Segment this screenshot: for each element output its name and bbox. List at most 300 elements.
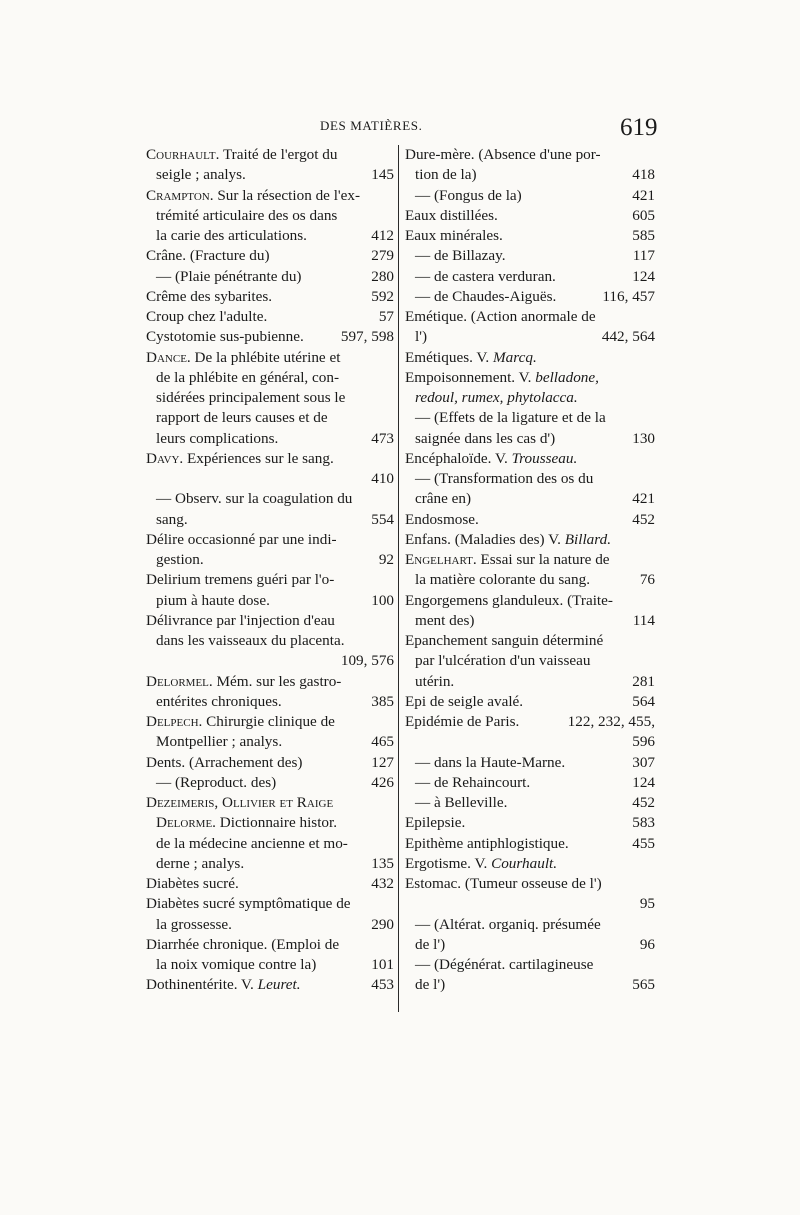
entry-label: de l') [415, 935, 446, 953]
cross-reference: Leuret. [257, 976, 301, 994]
entry-text [156, 369, 339, 386]
entry-text [415, 672, 454, 692]
index-entry-line [146, 530, 394, 550]
page-reference: 281 [632, 672, 655, 690]
page-reference: 564 [632, 692, 655, 710]
index-entry-line [405, 550, 655, 570]
page-reference: 452 [632, 794, 655, 811]
entry-text [146, 531, 337, 548]
index-entry-line [146, 469, 394, 489]
entry-label: Ergotisme. V. [405, 854, 488, 872]
entry-text [405, 692, 523, 712]
page-reference: 583 [632, 814, 655, 832]
index-entry-line [146, 894, 394, 914]
index-entry-line [405, 246, 655, 266]
cross-reference: Billard. [564, 530, 612, 548]
index-entry-line [146, 591, 394, 611]
index-entry-line [146, 570, 394, 590]
entry-text [405, 813, 465, 833]
entry-text: Delormel. Mém. sur les gastro- [146, 672, 342, 690]
index-entry-line [405, 287, 655, 307]
page-reference: 145 [371, 166, 394, 184]
entry-label: — à Belleville. [415, 794, 508, 811]
index-entry-line [405, 651, 655, 671]
page-reference: 124 [632, 267, 655, 285]
index-entry-line [146, 753, 394, 773]
entry-text [415, 935, 445, 955]
index-entry-line [405, 307, 655, 327]
entry-text [405, 875, 602, 892]
entry-label: Crâne. (Fracture du) [146, 247, 270, 265]
index-entry-line [405, 591, 655, 611]
page-reference: 114 [632, 611, 655, 629]
author-name: Crampton. [146, 186, 214, 204]
index-entry-line [146, 226, 394, 246]
index-entry-line [146, 631, 394, 651]
entry-text [146, 327, 304, 347]
entry-label: Epidémie de Paris. [405, 713, 520, 730]
cross-reference: Trousseau. [511, 449, 578, 467]
index-entry-line [405, 530, 655, 550]
index-entry-line [146, 145, 394, 165]
index-entry-line [146, 550, 394, 570]
entry-text [156, 732, 282, 752]
page-reference: 421 [632, 186, 655, 204]
entry-label: la carie des articulations. [156, 227, 307, 244]
entry-text [405, 450, 577, 467]
index-entry-line [405, 186, 655, 206]
entry-text [156, 591, 270, 611]
index-entry-line [405, 773, 655, 793]
page-reference: 122, 232, 455, [567, 713, 655, 730]
index-entry-line [405, 935, 655, 955]
index-entry-line [405, 267, 655, 287]
page-reference: 280 [371, 267, 394, 285]
index-entry-line [146, 692, 394, 712]
index-entry-line [146, 287, 394, 307]
index-entry-line [146, 206, 394, 226]
page-reference: 116, 457 [602, 287, 655, 305]
index-entry-line [405, 955, 655, 975]
index-entry-line [146, 267, 394, 287]
entry-text: Courhault. Traité de l'ergot du [146, 146, 338, 163]
index-entry-line [146, 186, 394, 206]
page-reference: 385 [371, 692, 394, 710]
index-entry-line [405, 793, 655, 813]
entry-text [415, 429, 555, 449]
entry-label: — (Altérat. organiq. présumée [415, 915, 601, 933]
entry-label: — dans la Haute-Marne. [415, 753, 566, 771]
page-reference: 57 [378, 308, 394, 325]
entry-text [146, 753, 302, 773]
index-entry-line [405, 429, 655, 449]
entry-label: — de Rehaincourt. [415, 773, 531, 791]
entry-text [405, 531, 611, 548]
entry-label: Montpellier ; analys. [156, 733, 283, 751]
entry-label: entérites chroniques. [156, 692, 282, 710]
index-entry-line [146, 834, 394, 854]
entry-text [156, 207, 337, 224]
entry-label: Dents. (Arrachement des) [146, 753, 303, 771]
index-entry-line [405, 449, 655, 469]
page-reference: 92 [378, 551, 394, 568]
entry-label: la grossesse. [156, 915, 232, 933]
index-entry-line [405, 631, 655, 651]
entry-label: — de castera verduran. [415, 267, 556, 285]
index-entry-line [405, 874, 655, 894]
author-name: Dezeimeris, Ollivier et Raige [146, 794, 334, 811]
entry-text [156, 429, 278, 449]
entry-text [415, 246, 506, 266]
page-reference: 452 [632, 510, 655, 528]
page-reference: 307 [632, 753, 655, 771]
entry-label: Crême des sybarites. [146, 287, 273, 305]
entry-text [156, 632, 345, 649]
entry-label: — (Transformation des os du [415, 470, 594, 487]
entry-label: Diarrhée chronique. (Emploi de [146, 935, 340, 953]
index-entry-line [146, 307, 394, 327]
entry-label: leurs complications. [156, 429, 279, 447]
page-reference: 100 [371, 591, 394, 609]
entry-text [405, 308, 596, 325]
entry-text: Delorme. Dictionnaire histor. [156, 814, 338, 832]
page-reference: 96 [639, 935, 655, 953]
index-column-left [146, 145, 394, 996]
entry-text [415, 956, 593, 973]
entry-text [415, 652, 590, 669]
entry-text [156, 389, 345, 406]
entry-label: Delirium tremens guéri par l'o- [146, 571, 335, 589]
page-reference: 117 [632, 247, 655, 265]
entry-text [146, 571, 334, 588]
entry-text [405, 592, 613, 609]
entry-label: Epithème antiphlogistique. [405, 834, 569, 852]
entry-label: — de Chaudes-Aiguës. [415, 287, 557, 305]
entry-label: Enfans. (Maladies des) V. [405, 530, 561, 548]
author-name: Courhault. [146, 146, 220, 163]
index-entry-line [405, 915, 655, 935]
entry-text [146, 612, 335, 629]
page-reference: 465 [371, 733, 394, 751]
index-entry-line [146, 388, 394, 408]
entry-label: derne ; analys. [156, 854, 245, 872]
author-name: Davy. [146, 449, 184, 467]
index-entry-line [405, 165, 655, 185]
entry-text [405, 369, 599, 386]
entry-label: Croup chez l'adulte. [146, 308, 268, 325]
entry-label: Diabètes sucré. [146, 875, 239, 892]
entry-label: de la médecine ancienne et mo- [156, 834, 348, 852]
page-reference: 421 [632, 490, 655, 508]
entry-text [415, 409, 606, 426]
index-entry-line [146, 348, 394, 368]
entry-text [146, 975, 301, 995]
entry-label: Dure-mère. (Absence d'une por- [405, 146, 601, 163]
page-reference: 596 [632, 733, 655, 751]
author-name: Delormel. [146, 672, 213, 690]
entry-text: Engelhart. Essai sur la nature de [405, 551, 610, 568]
page-reference: 135 [371, 854, 394, 872]
index-entry-line [146, 429, 394, 449]
entry-label: Epanchement sanguin déterminé [405, 632, 604, 649]
page-reference: 432 [371, 875, 394, 892]
entry-text [405, 834, 569, 854]
index-entry-line [146, 793, 394, 813]
index-entry-line [405, 753, 655, 773]
entry-text [156, 409, 328, 426]
entry-text [156, 226, 307, 246]
page-reference: 426 [371, 773, 394, 791]
page-reference: 455 [632, 834, 655, 852]
index-entry-line [405, 975, 655, 995]
page-reference: 605 [632, 206, 655, 224]
page-reference: 597, 598 [340, 328, 394, 346]
entry-label: trémité articulaire des os dans [156, 206, 338, 224]
entry-text [405, 146, 601, 163]
entry-label: Cystotomie sus-pubienne. [146, 328, 304, 346]
entry-label: Engorgemens glanduleux. (Traite- [405, 591, 613, 609]
page-reference: 453 [371, 976, 394, 994]
entry-text [156, 915, 232, 935]
page-reference: 442, 564 [601, 328, 655, 346]
page-reference: 124 [632, 773, 655, 791]
index-entry-line [146, 246, 394, 266]
entry-label: Endosmose. [405, 510, 479, 528]
entry-label: pium à haute dose. [156, 591, 270, 609]
index-entry-line [405, 469, 655, 489]
index-entry-line [146, 651, 394, 671]
entry-text [405, 855, 557, 872]
entry-text [415, 489, 471, 509]
entry-label: — (Reproduct. des) [156, 773, 277, 791]
entry-label: — de Billazay. [415, 247, 506, 265]
index-entry-line [146, 712, 394, 732]
entry-label: Délire occasionné par une indi- [146, 530, 337, 548]
page-reference: 418 [632, 166, 655, 184]
entry-text [146, 895, 351, 912]
page-reference: 130 [632, 429, 655, 447]
page-reference: 412 [371, 227, 394, 244]
index-entry-line [146, 773, 394, 793]
entry-text [156, 955, 316, 975]
index-entry-line [146, 935, 394, 955]
entry-text [415, 916, 601, 933]
entry-label: Epi de seigle avalé. [405, 692, 524, 710]
entry-label: seigle ; analys. [156, 166, 246, 184]
entry-label: Encéphaloïde. V. [405, 449, 508, 467]
entry-text [415, 773, 530, 793]
page-reference: 127 [371, 753, 394, 771]
entry-text [156, 835, 348, 852]
index-entry-line [405, 388, 655, 408]
entry-text [405, 206, 498, 226]
author-name: Delpech. [146, 713, 203, 730]
running-header: DES MATIÈRES. [320, 118, 423, 133]
page-reference: 473 [371, 429, 394, 447]
entry-label: Délivrance par l'injection d'eau [146, 611, 335, 629]
cross-reference: Courhault. [491, 854, 558, 872]
index-entry-line [146, 955, 394, 975]
index-entry-line [146, 854, 394, 874]
entry-label: l') [415, 328, 428, 346]
page-reference: 95 [639, 895, 655, 913]
entry-label: — (Effets de la ligature et de la [415, 409, 606, 427]
entry-text: Davy. Expériences sur le sang. [146, 449, 334, 467]
entry-text [405, 632, 603, 649]
entry-text [405, 510, 479, 530]
index-entry-line [146, 368, 394, 388]
entry-text [415, 186, 522, 206]
entry-text: Crampton. Sur la résection de l'ex- [146, 186, 361, 204]
index-entry-line [146, 489, 394, 509]
page-reference: 101 [371, 956, 394, 973]
entry-text [146, 936, 339, 953]
index-entry-line [405, 672, 655, 692]
entry-label: Estomac. (Tumeur osseuse de l') [405, 875, 602, 892]
index-entry-line [405, 327, 655, 347]
entry-text [405, 226, 503, 246]
entry-label: — (Fongus de la) [415, 186, 522, 204]
page-reference: 554 [371, 510, 394, 528]
entry-label: par l'ulcération d'un vaisseau [415, 652, 591, 670]
page-reference: 410 [371, 470, 394, 487]
entry-text [415, 975, 445, 995]
entry-label: Eaux minérales. [405, 227, 503, 244]
entry-text [415, 753, 565, 773]
entry-label: Dothinentérite. V. [146, 976, 254, 994]
cross-reference: redoul, rumex, phytolacca. [415, 389, 578, 406]
index-entry-line [405, 368, 655, 388]
column-divider [398, 145, 399, 1012]
entry-text [415, 267, 556, 287]
entry-text [156, 550, 204, 570]
entry-label: de la phlébite en général, con- [156, 368, 340, 386]
entry-label: crâne en) [415, 490, 472, 508]
index-entry-line [405, 206, 655, 226]
author-name: Dance. [146, 348, 191, 366]
entry-text [415, 327, 427, 347]
index-entry-line [146, 672, 394, 692]
entry-label: gestion. [156, 551, 204, 568]
entry-text [415, 793, 507, 813]
cross-reference: belladone, [535, 368, 599, 386]
entry-label: la matière colorante du sang. [415, 571, 591, 589]
index-entry-line [146, 327, 394, 347]
index-entry-line [146, 915, 394, 935]
entry-text: Delpech. Chirurgie clinique de [146, 713, 335, 730]
index-entry-line [405, 510, 655, 530]
index-entry-line [146, 611, 394, 631]
index-entry-line [146, 813, 394, 833]
entry-label: saignée dans les cas d') [415, 429, 556, 447]
entry-label: Emétique. (Action anormale de [405, 308, 596, 325]
index-entry-line [405, 408, 655, 428]
entry-label: Empoisonnement. V. [405, 368, 532, 386]
index-entry-line [146, 408, 394, 428]
index-entry-line [405, 226, 655, 246]
entry-text [156, 773, 276, 793]
entry-label: Eaux distillées. [405, 206, 498, 224]
page-number: 619 [620, 114, 658, 141]
entry-text [415, 287, 556, 307]
entry-text [415, 611, 474, 631]
entry-label: — Observ. sur la coagulation du [156, 490, 353, 508]
index-entry-line [405, 348, 655, 368]
entry-label: Diabètes sucré symptômatique de [146, 895, 351, 913]
index-entry-line [405, 570, 655, 590]
entry-text [415, 389, 578, 406]
entry-label: rapport de leurs causes et de [156, 409, 328, 427]
entry-text [415, 165, 477, 185]
index-entry-line [405, 611, 655, 631]
index-entry-line [405, 894, 655, 914]
index-entry-line [405, 489, 655, 509]
index-entry-line [405, 854, 655, 874]
index-entry-line [146, 165, 394, 185]
entry-label: sidérées principalement sous le [156, 389, 346, 406]
author-name: Delorme. [156, 814, 216, 832]
entry-text [415, 470, 593, 487]
entry-label: ment des) [415, 611, 475, 629]
entry-label: la noix vomique contre la) [156, 956, 317, 973]
entry-label: — (Plaie pénétrante du) [156, 267, 302, 285]
entry-text [146, 246, 270, 266]
page-reference: 290 [371, 915, 394, 933]
entry-text: Dance. De la phlébite utérine et [146, 348, 341, 366]
entry-label: de l') [415, 976, 446, 994]
cross-reference: Marcq. [493, 348, 537, 366]
index-column-right [405, 145, 655, 996]
entry-text [415, 570, 590, 590]
entry-text [146, 874, 239, 894]
page-reference: 565 [632, 976, 655, 994]
index-entry-line [146, 874, 394, 894]
entry-text [156, 165, 246, 185]
entry-text [146, 794, 333, 811]
entry-text [146, 307, 267, 327]
entry-text [156, 510, 188, 530]
index-entry-line [405, 834, 655, 854]
page-reference: 585 [632, 227, 655, 244]
entry-label: utérin. [415, 672, 455, 690]
entry-text [156, 692, 282, 712]
entry-label: Epilepsie. [405, 814, 466, 832]
page-reference: 592 [371, 287, 394, 305]
entry-text [156, 267, 302, 287]
index-entry-line [405, 145, 655, 165]
index-entry-line [146, 449, 394, 469]
entry-label: sang. [156, 510, 188, 528]
index-entry-line [146, 975, 394, 995]
entry-text [405, 349, 537, 366]
entry-text [156, 490, 352, 507]
index-entry-line [405, 692, 655, 712]
entry-label: Emétiques. V. [405, 348, 490, 366]
page-reference: 109, 576 [340, 652, 394, 670]
page-reference: 76 [639, 571, 655, 589]
entry-label: dans les vaisseaux du placenta. [156, 632, 345, 649]
index-entry-line [146, 510, 394, 530]
entry-label: tion de la) [415, 166, 477, 184]
entry-text [156, 854, 244, 874]
entry-label: — (Dégénérat. cartilagineuse [415, 956, 594, 973]
index-entry-line [146, 732, 394, 752]
entry-text [405, 712, 519, 732]
index-entry-line [405, 813, 655, 833]
page-reference: 279 [371, 247, 394, 265]
author-name: Engelhart. [405, 551, 477, 568]
entry-text [146, 287, 272, 307]
